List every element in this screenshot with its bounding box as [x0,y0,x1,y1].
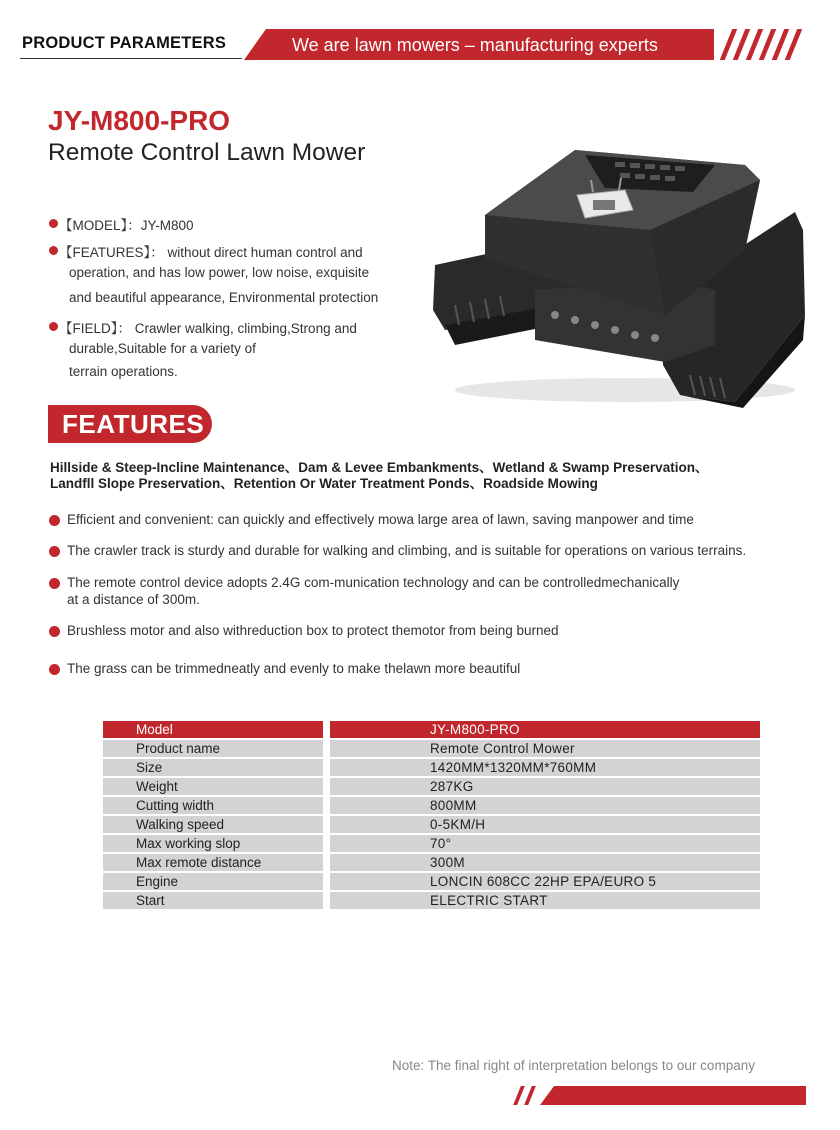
info-field-line: 【FIELD】： Crawler walking, climbing,Strong and [59,321,357,336]
spec-label: Max working slop [103,835,323,852]
slogan-text: We are lawn mowers – manufacturing experts [292,35,658,55]
bullet-icon [49,246,58,255]
section-label-underline [20,58,242,59]
spec-value: LONCIN 608CC 22HP EPA/EURO 5 [330,873,760,890]
spec-value: JY-M800-PRO [330,721,760,738]
feature-item: Efficient and convenient: can quickly and effectively mowa large area of lawn, saving manpower and time [67,512,694,527]
spec-value: 300M [330,854,760,871]
applications-line: Landfll Slope Preservation、Retention Or Water Treatment Ponds、Roadside Mowing [50,476,598,491]
footer-bar [540,1086,806,1105]
feature-item: Brushless motor and also withreduction box to protect themotor from being burned [67,623,559,638]
info-features-line: operation, and has low power, low noise, exquisite [69,265,370,280]
bullet-icon [49,515,60,526]
spec-value: Remote Control Mower [330,740,760,757]
bullet-icon [49,626,60,637]
product-model-title: JY-M800-PRO [48,105,231,136]
info-model: 【MODEL】：JY-M800 [59,218,194,233]
feature-item: The crawler track is sturdy and durable for walking and climbing, and is suitable for operations on various terrains. [67,543,747,558]
bullet-icon [49,322,58,331]
info-features-line: and beautiful appearance, Environmental protection [69,290,379,305]
feature-item: The grass can be trimmedneatly and evenly to make thelawn more beautiful [67,661,521,676]
spec-label: Size [103,759,323,776]
spec-value: 1420MM*1320MM*760MM [330,759,760,776]
bullet-icon [49,546,60,557]
product-subtitle: Remote Control Lawn Mower [48,139,366,166]
feature-item: The remote control device adopts 2.4G com-munication technology and can be controlledmechanically [67,575,680,590]
spec-label: Engine [103,873,323,890]
feature-item-continued: at a distance of 300m. [67,592,200,607]
info-features-line: 【FEATURES】： without direct human control and [59,245,363,260]
bullet-icon [49,578,60,589]
bullet-icon [49,219,58,228]
decor-stripe [513,1086,525,1105]
spec-label: Product name [103,740,323,757]
spec-value: 287KG [330,778,760,795]
spec-label: Model [103,721,323,738]
applications-line: Hillside & Steep-Incline Maintenance、Dam & Levee Embankments、Wetland & Swamp Preservation、 [50,460,709,475]
bullet-icon [49,664,60,675]
features-title: FEATURES [62,409,205,439]
spec-value: 70° [330,835,760,852]
spec-label: Start [103,892,323,909]
info-field-line: durable,Suitable for a variety of [69,341,256,356]
decor-stripe [524,1086,536,1105]
spec-label: Weight [103,778,323,795]
info-field-line: terrain operations. [69,364,178,379]
spec-value: 0-5KM/H [330,816,760,833]
spec-label: Cutting width [103,797,323,814]
spec-label: Max remote distance [103,854,323,871]
spec-value: 800MM [330,797,760,814]
footer-note: Note: The final right of interpretation belongs to our company [392,1058,755,1073]
section-label: PRODUCT PARAMETERS [22,34,227,52]
mower-product-image [425,140,815,410]
spec-value: ELECTRIC START [330,892,760,909]
spec-label: Walking speed [103,816,323,833]
